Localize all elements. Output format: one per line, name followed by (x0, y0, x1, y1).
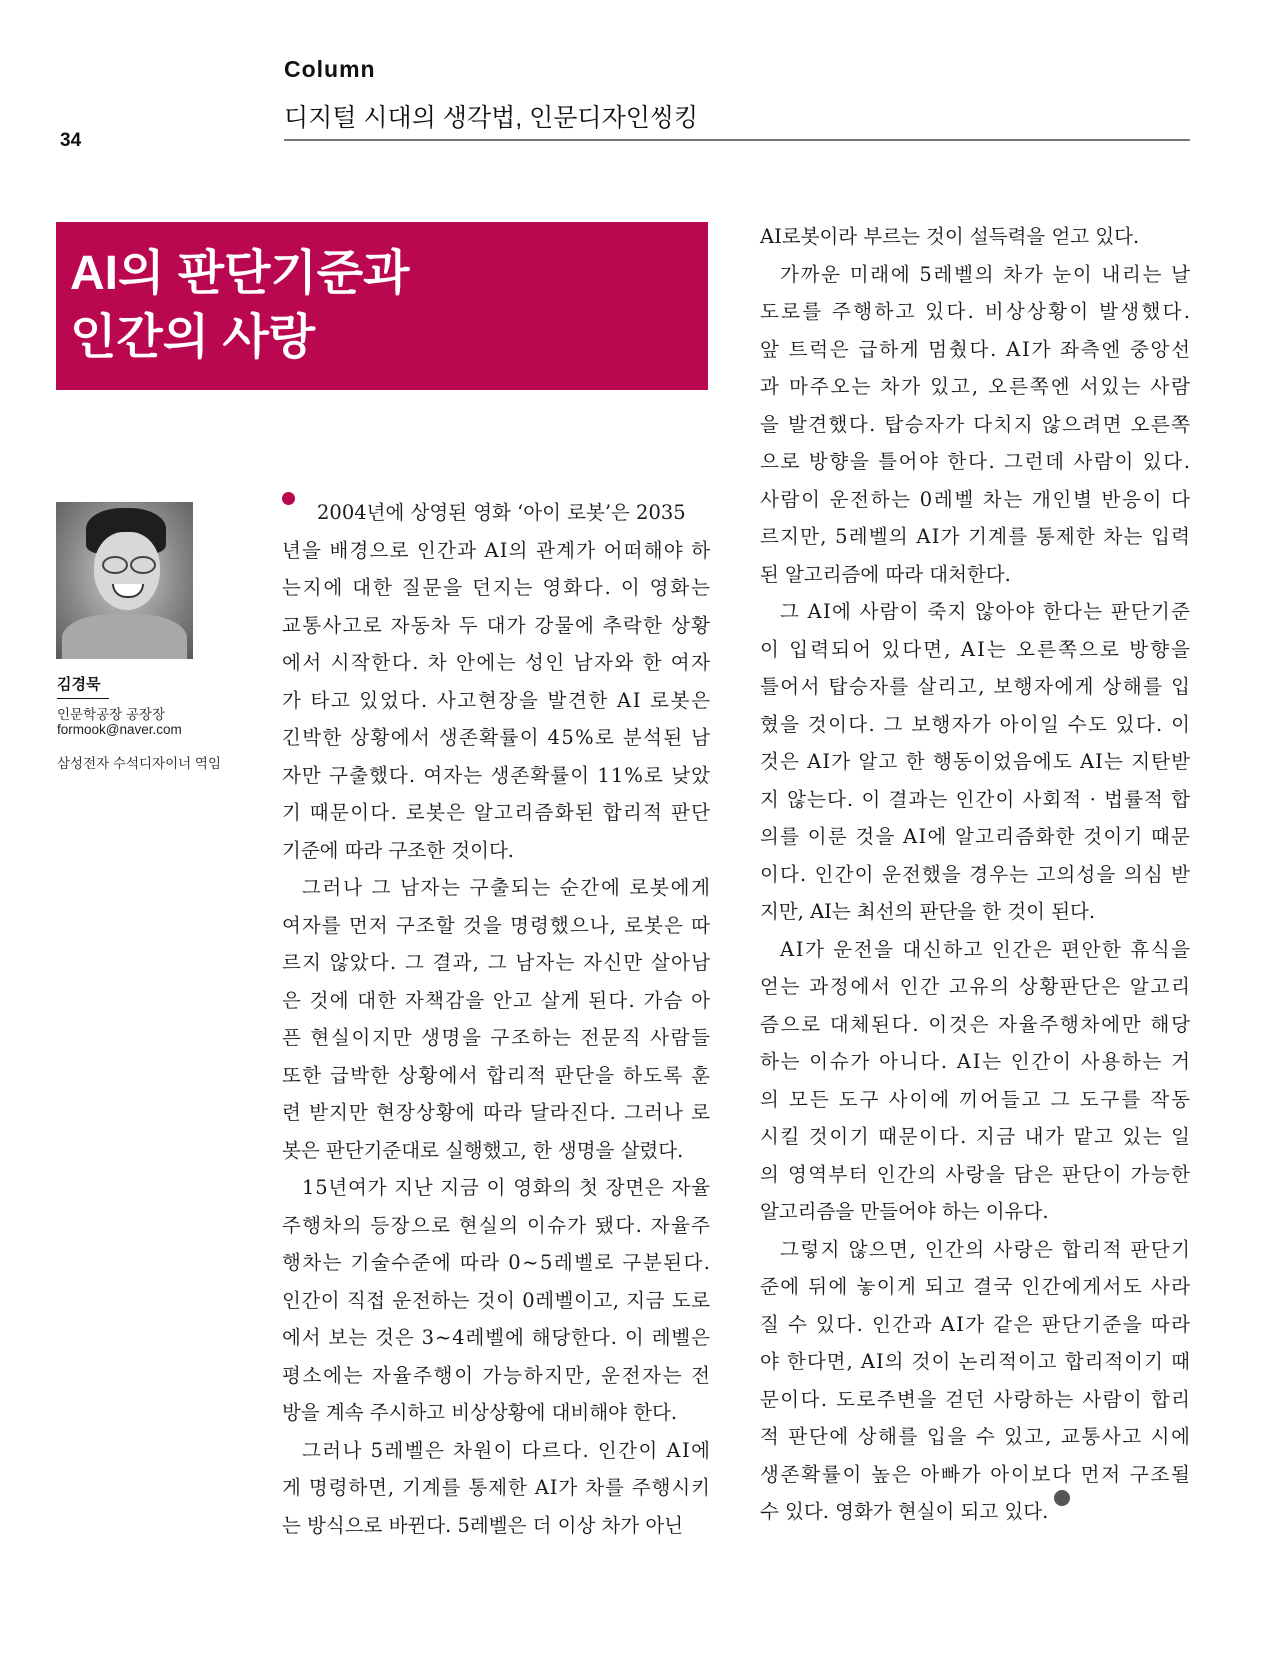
body-line-text: 의 영역부터 인간의 사랑을 담은 판단이 가능한 (760, 1162, 1192, 1186)
body-line (282, 1169, 710, 1207)
body-line-text: 틀어서 탑승자를 살리고, 보행자에게 상해를 입 (760, 675, 1192, 698)
body-line (282, 532, 710, 570)
body-line (760, 1043, 1190, 1081)
body-line (760, 968, 1190, 1006)
body-line-text: 앞 트럭은 급하게 멈췄다. AI가 좌측엔 중앙선 (760, 337, 1192, 361)
body-line-text: AI가 운전을 대신하고 인간은 편안한 휴식을 (780, 937, 1192, 961)
body-line-text: 기 때문이다. 로봇은 알고리즘화된 합리적 판단 (282, 801, 712, 824)
body-line (760, 518, 1190, 556)
body-line-text: 교통사고로 자동차 두 대가 강물에 추락한 상황 (282, 613, 712, 637)
body-line (760, 406, 1190, 444)
body-line (760, 743, 1190, 781)
body-line (760, 1456, 1190, 1494)
photo-shirt (62, 614, 187, 659)
body-line (282, 1094, 710, 1132)
body-line (760, 368, 1190, 406)
body-line-text: 2004년에 상영된 영화 ‘아이 로봇’은 2035 (317, 501, 686, 524)
body-line (760, 256, 1190, 294)
body-line-text: 으로 방향을 틀어야 한다. 그런데 사람이 있다. (760, 450, 1192, 473)
body-line (760, 1381, 1190, 1419)
body-line-text: 여자를 먼저 구조할 것을 명령했으나, 로봇은 따 (282, 913, 712, 937)
body-line (760, 1343, 1190, 1381)
body-line (760, 1418, 1190, 1456)
body-line-text: 시킬 것이기 때문이다. 지금 내가 맡고 있는 일 (760, 1125, 1192, 1148)
body-line (760, 931, 1190, 969)
body-line-text: 지만, AI는 최선의 판단을 한 것이 된다. (760, 900, 1096, 923)
body-line (282, 1132, 710, 1170)
body-line (282, 1057, 710, 1095)
body-line (282, 1432, 710, 1470)
section-label: Column (284, 56, 376, 82)
body-line-text: 주행차의 등장으로 현실의 이슈가 됐다. 자율주 (282, 1213, 712, 1237)
body-line-text: 문이다. 도로주변을 걷던 사랑하는 사람이 합리 (760, 1387, 1192, 1411)
body-line-text: 르지 않았다. 그 결과, 그 남자는 자신만 살아남 (282, 951, 712, 974)
body-line-text: 자만 구출했다. 여자는 생존확률이 11%로 낮았 (282, 763, 712, 787)
body-line-text: 혔을 것이다. 그 보행자가 아이일 수도 있다. 이 (760, 712, 1192, 736)
body-line (760, 818, 1190, 856)
body-line (282, 794, 710, 832)
body-line-text: 가까운 미래에 5레벨의 차가 눈이 내리는 날 (780, 262, 1192, 286)
body-line (282, 1394, 710, 1432)
body-line (760, 706, 1190, 744)
body-line-text: 15년여가 지난 지금 이 영화의 첫 장면은 자율 (302, 1176, 711, 1199)
body-line-text: AI로봇이라 부르는 것이 설득력을 얻고 있다. (760, 225, 1140, 248)
body-line (760, 893, 1190, 931)
body-line (282, 757, 710, 795)
body-line (282, 982, 710, 1020)
body-line (760, 781, 1190, 819)
body-line-text: 그 AI에 사람이 죽지 않아야 한다는 판단기준 (780, 600, 1192, 623)
body-line (760, 481, 1190, 519)
body-line (282, 1244, 710, 1282)
body-line (760, 218, 1190, 256)
body-line (760, 593, 1190, 631)
body-line (282, 682, 710, 720)
body-line (760, 1156, 1190, 1194)
body-line-text: 방을 계속 주시하고 비상상황에 대비해야 한다. (282, 1401, 678, 1424)
body-line (282, 1207, 710, 1245)
body-line-text: 련 받지만 현장상황에 따라 달라진다. 그러나 로 (282, 1101, 712, 1124)
body-column-right (760, 218, 1193, 1531)
photo-glasses-right (130, 556, 156, 574)
body-line (282, 832, 710, 870)
body-line (760, 1268, 1190, 1306)
body-line-text: 는지에 대한 질문을 던지는 영화다. 이 영화는 (282, 576, 712, 599)
body-line-text: 도로를 주행하고 있다. 비상상황이 발생했다. (760, 300, 1193, 323)
body-line-text: 봇은 판단기준대로 실행했고, 한 생명을 살렸다. (282, 1138, 684, 1162)
body-line-text: 의 모든 도구 사이에 끼어들고 그 도구를 작동 (760, 1087, 1192, 1111)
body-line (282, 1507, 710, 1545)
body-line (760, 556, 1190, 594)
author-role: 인문학공장 공장장 (57, 707, 166, 722)
body-line-text: 그렇지 않으면, 인간의 사랑은 합리적 판단기 (780, 1237, 1192, 1261)
body-line-text: 그러나 그 남자는 구출되는 순간에 로봇에게 (302, 876, 712, 899)
body-line-text: 에서 보는 것은 3~4레벨에 해당한다. 이 레벨은 (282, 1326, 711, 1349)
body-line (760, 443, 1190, 481)
body-line (282, 1019, 710, 1057)
body-line-text: 또한 급박한 상황에서 합리적 판단을 하도록 훈 (282, 1063, 712, 1087)
body-line (760, 331, 1190, 369)
article-title-line-2: 인간의 사랑 (70, 311, 316, 364)
body-line (760, 293, 1193, 331)
body-line-text: 그러나 5레벨은 차원이 다르다. 인간이 AI에 (302, 1438, 712, 1462)
body-line-text: 준에 뒤에 놓이게 되고 결국 인간에게서도 사라 (760, 1275, 1192, 1298)
body-line-text: 평소에는 자율주행이 가능하지만, 운전자는 전 (282, 1363, 712, 1387)
body-line-text: 과 마주오는 차가 있고, 오른쪽엔 서있는 사람 (760, 375, 1192, 398)
body-line (760, 1193, 1190, 1231)
body-line (282, 569, 710, 607)
author-name: 김경묵 (57, 673, 109, 699)
body-line-text: 생존확률이 높은 아빠가 아이보다 먼저 구조될 (760, 1462, 1192, 1486)
author-email[interactable]: formook@naver.com (57, 722, 182, 737)
body-line-text: 사람이 운전하는 0레벨 차는 개인별 반응이 다 (760, 487, 1192, 511)
body-line (282, 907, 710, 945)
body-line-text: 이다. 인간이 운전했을 경우는 고의성을 의심 받 (760, 862, 1192, 886)
body-line-text: 년을 배경으로 인간과 AI의 관계가 어떠해야 하 (282, 538, 712, 562)
body-line (282, 719, 710, 757)
body-line-text: 기준에 따라 구조한 것이다. (282, 838, 515, 862)
body-line-text: 지 않는다. 이 결과는 인간이 사회적 · 법률적 합 (760, 787, 1192, 811)
body-line (760, 631, 1193, 669)
body-line (760, 1118, 1190, 1156)
body-line-text: 된 알고리즘에 따라 대처한다. (760, 562, 1011, 586)
body-line-text: 인간이 직접 운전하는 것이 0레벨이고, 지금 도로 (282, 1288, 711, 1312)
body-line (282, 607, 710, 645)
article-title-block (56, 222, 708, 390)
bullet-icon (282, 492, 295, 505)
body-line (282, 1282, 710, 1320)
end-mark-icon (1054, 1490, 1070, 1506)
body-line-text: 수 있다. 영화가 현실이 되고 있다. (760, 1500, 1049, 1523)
header-rule (284, 139, 1190, 141)
body-line-text: 은 것에 대한 자책감을 안고 살게 된다. 가슴 아 (282, 988, 712, 1012)
body-line (760, 1231, 1190, 1269)
body-line (282, 1357, 710, 1395)
author-photo (56, 502, 193, 659)
body-line-text: 픈 현실이지만 생명을 구조하는 전문직 사람들 (282, 1026, 712, 1049)
body-line-text: 얻는 과정에서 인간 고유의 상황판단은 알고리 (760, 975, 1192, 998)
body-line-text: 에서 시작한다. 차 안에는 성인 남자와 한 여자 (282, 651, 712, 674)
body-line (760, 1306, 1190, 1344)
body-line-text: 가 타고 있었다. 사고현장을 발견한 AI 로봇은 (282, 688, 712, 712)
body-line-text: 즘으로 대체된다. 이것은 자율주행차에만 해당 (760, 1012, 1192, 1036)
body-line-text: 의를 이룬 것을 AI에 알고리즘화한 것이기 때문 (760, 825, 1192, 848)
body-line-text: 긴박한 상황에서 생존확률이 45%로 분석된 남 (282, 726, 712, 749)
series-title: 디지털 시대의 생각법, 인문디자인씽킹 (284, 104, 699, 132)
body-line-text: 하는 이슈가 아니다. AI는 인간이 사용하는 거 (760, 1050, 1192, 1073)
body-line (282, 869, 710, 907)
body-line-text: 르지만, 5레벨의 AI가 기계를 통제한 차는 입력 (760, 525, 1192, 548)
body-line-text: 질 수 있다. 인간과 AI가 같은 판단기준을 따라 (760, 1312, 1192, 1336)
body-line-text: 야 한다면, AI의 것이 논리적이고 합리적이기 때 (760, 1350, 1191, 1373)
body-line (760, 1493, 1190, 1531)
article-title-line-1: AI의 판단기준과 (70, 247, 410, 300)
body-line-text: 적 판단에 상해를 입을 수 있고, 교통사고 시에 (760, 1425, 1192, 1448)
body-line-text: 을 발견했다. 탑승자가 다치지 않으려면 오른쪽 (760, 412, 1192, 436)
body-line (760, 1081, 1190, 1119)
page-number: 34 (60, 130, 82, 151)
body-line (282, 644, 710, 682)
body-line (760, 668, 1190, 706)
body-line (282, 944, 710, 982)
body-column-left (282, 494, 710, 1544)
body-line-text: 게 명령하면, 기계를 통제한 AI가 차를 주행시키 (282, 1476, 711, 1499)
body-line (760, 856, 1190, 894)
photo-glasses-left (102, 556, 128, 574)
body-line (282, 494, 710, 532)
body-line-text: 것은 AI가 알고 한 행동이었음에도 AI는 지탄받 (760, 750, 1192, 773)
body-line (282, 1319, 710, 1357)
body-line (282, 1469, 710, 1507)
author-career: 삼성전자 수석디자이너 역임 (57, 756, 221, 771)
body-line-text: 는 방식으로 바뀐다. 5레벨은 더 이상 차가 아닌 (282, 1513, 684, 1537)
body-line-text: 행차는 기술수준에 따라 0~5레벨로 구분된다. (282, 1251, 712, 1274)
body-line (760, 1006, 1190, 1044)
body-line-text: 알고리즘을 만들어야 하는 이유다. (760, 1200, 1049, 1223)
body-line-text: 이 입력되어 있다면, AI는 오른쪽으로 방향을 (760, 637, 1193, 661)
